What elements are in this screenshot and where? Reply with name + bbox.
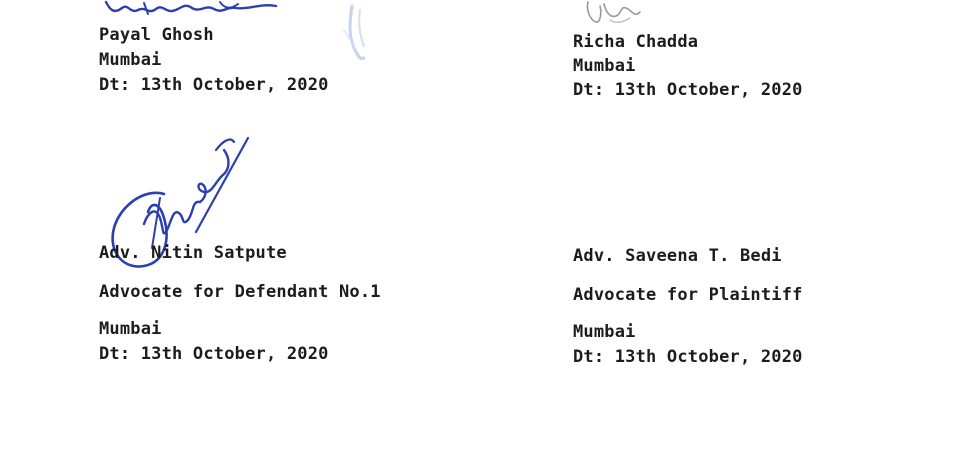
advocate-1-name: Adv. Nitin Satpute — [99, 243, 287, 263]
ink-smudge — [330, 0, 400, 70]
richa-chadda-signature — [580, 0, 670, 30]
signatory-2-place: Mumbai — [573, 56, 636, 76]
signatory-2-name: Richa Chadda — [573, 32, 699, 52]
advocate-2-place: Mumbai — [573, 322, 636, 342]
advocate-1-role: Advocate for Defendant No.1 — [99, 282, 381, 302]
advocate-1-date: Dt: 13th October, 2020 — [99, 344, 329, 364]
advocate-2-name: Adv. Saveena T. Bedi — [573, 246, 782, 266]
signatory-1-name: Payal Ghosh — [99, 25, 214, 45]
advocate-1-place: Mumbai — [99, 319, 162, 339]
signatory-1-place: Mumbai — [99, 50, 162, 70]
signatory-1-date: Dt: 13th October, 2020 — [99, 75, 329, 95]
advocate-2-date: Dt: 13th October, 2020 — [573, 347, 803, 367]
signatory-2-date: Dt: 13th October, 2020 — [573, 80, 803, 100]
payal-ghosh-signature — [100, 0, 300, 20]
advocate-2-role: Advocate for Plaintiff — [573, 285, 803, 305]
